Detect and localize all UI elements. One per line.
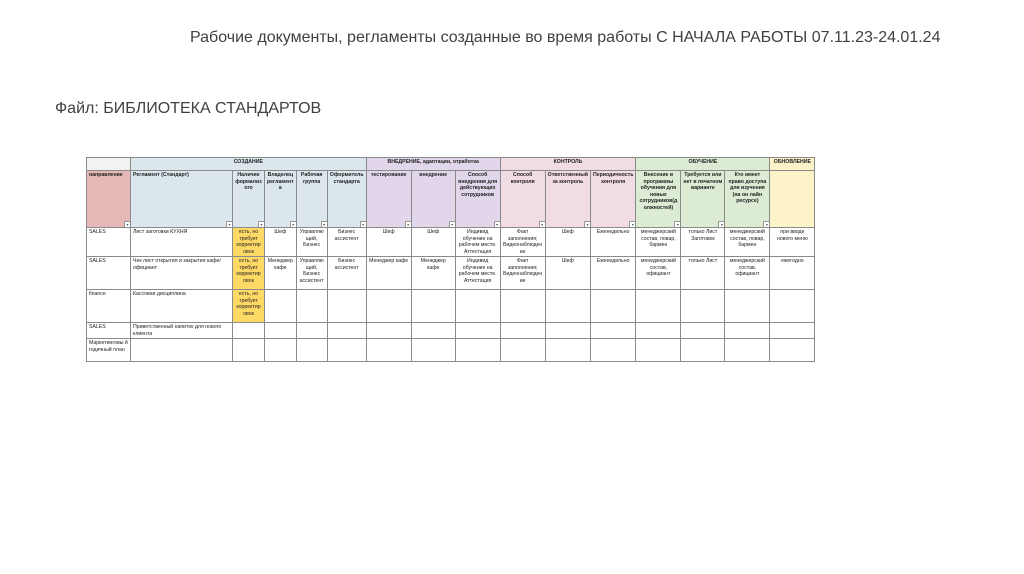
col-header-label: Оформитель стандарта [329, 172, 364, 185]
cell-empty[interactable] [265, 290, 297, 323]
cell-reglament[interactable]: Лист заготовки КУХНЯ [131, 228, 233, 257]
col-header-sposob-kontrolya[interactable] [500, 171, 545, 228]
col-header-kto-imeet[interactable] [725, 171, 770, 228]
cell-empty[interactable] [681, 290, 725, 323]
col-header-label: Внесение в программы обучения для новых сотрудников(д олжностей) [639, 172, 678, 211]
cell-nalichie[interactable]: есть, но требует корректир овок [233, 290, 265, 323]
cell-trebuetsya[interactable]: только Лист [681, 257, 725, 290]
filter-dropdown-icon[interactable]: ▾ [258, 221, 264, 227]
col-header-label: Требуется или нет в печатном варианте [683, 172, 723, 191]
cell-empty[interactable] [500, 339, 545, 362]
cell-empty[interactable] [411, 339, 455, 362]
filter-dropdown-icon[interactable]: ▾ [674, 221, 680, 227]
cell-empty[interactable] [681, 323, 725, 339]
cell-empty[interactable] [636, 323, 681, 339]
cell-sposob-vnedreniya[interactable]: Индивид обучение на рабочем месте. Аттестация [455, 257, 500, 290]
cell-nalichie[interactable]: есть, но требует корректир овок [233, 257, 265, 290]
cell-empty[interactable] [590, 339, 635, 362]
col-header-sposob-vnedreniya[interactable] [455, 171, 500, 228]
cell-testirovanie[interactable]: Шеф [366, 228, 411, 257]
slide-title: Рабочие документы, регламенты созданные во время работы С НАЧАЛА РАБОТЫ 07.11.23-24.01.24 [190, 29, 941, 46]
cell-empty[interactable] [636, 290, 681, 323]
filter-dropdown-icon[interactable]: ▾ [494, 221, 500, 227]
table-row [87, 228, 815, 257]
cell-obnovlenie[interactable]: ежегодно [770, 257, 815, 290]
cell-empty[interactable] [500, 290, 545, 323]
col-header-label: Рабочая группа [300, 172, 323, 185]
cell-empty[interactable] [411, 323, 455, 339]
col-header-label: Ответственный за контроль [547, 172, 588, 185]
cell-reglament[interactable] [131, 339, 233, 362]
filter-dropdown-icon[interactable]: ▾ [539, 221, 545, 227]
cell-napravlenie[interactable]: Маркетинговы й годичный план [87, 339, 131, 362]
cell-periodichnost[interactable]: Еженедельно [590, 257, 635, 290]
cell-empty[interactable] [327, 290, 366, 323]
column-header-row [87, 171, 815, 228]
table-row [87, 323, 815, 339]
cell-reglament[interactable]: Кассовая дисциплина [131, 290, 233, 323]
cell-empty[interactable] [681, 339, 725, 362]
cell-vnedrenie[interactable]: Менеджер кафе [411, 257, 455, 290]
cell-napravlenie[interactable]: finance [87, 290, 131, 323]
cell-empty[interactable] [590, 290, 635, 323]
col-header-label: Владелец регламент а [267, 172, 294, 191]
col-header-label: тестирование [370, 172, 407, 178]
filter-dropdown-icon[interactable]: ▾ [629, 221, 635, 227]
col-header-otvetstvennyi[interactable] [545, 171, 590, 228]
col-header-vnesenie[interactable] [636, 171, 681, 228]
filter-dropdown-icon[interactable]: ▾ [718, 221, 724, 227]
col-header-label: Способ контроля [510, 172, 535, 185]
cell-empty[interactable] [500, 323, 545, 339]
cell-empty[interactable] [725, 339, 770, 362]
cell-empty[interactable] [296, 290, 327, 323]
cell-napravlenie[interactable]: SALES [87, 228, 131, 257]
col-header-label: Периодичность контроля [592, 172, 634, 185]
group-header-obuchenie: ОБУЧЕНИЕ [636, 158, 770, 171]
cell-empty[interactable] [455, 290, 500, 323]
col-header-label: Наличие формализ ого [235, 172, 262, 191]
cell-trebuetsya[interactable]: только Лист Заготовок [681, 228, 725, 257]
cell-empty[interactable] [725, 290, 770, 323]
cell-empty[interactable] [296, 339, 327, 362]
cell-reglament[interactable]: Чек лист открытия и закрытия кафе/ официант [131, 257, 233, 290]
cell-empty[interactable] [327, 339, 366, 362]
cell-vnedrenie[interactable]: Шеф [411, 228, 455, 257]
cell-oformitel[interactable]: Бизнес ассистент [327, 228, 366, 257]
cell-otvetstvennyi[interactable]: Шеф [545, 228, 590, 257]
cell-oformitel[interactable]: Бизнес ассистент [327, 257, 366, 290]
cell-empty[interactable] [233, 323, 265, 339]
cell-empty[interactable] [545, 323, 590, 339]
filter-dropdown-icon[interactable]: ▾ [763, 221, 769, 227]
col-header-obnovlenie[interactable] [770, 171, 815, 228]
cell-empty[interactable] [770, 323, 815, 339]
col-header-reglament[interactable] [131, 171, 233, 228]
cell-empty[interactable] [770, 290, 815, 323]
filter-dropdown-icon[interactable]: ▾ [290, 221, 296, 227]
cell-sposob-kontrolya[interactable]: Факт заполнения; Видеонаблюден ие [500, 257, 545, 290]
cell-empty[interactable] [327, 323, 366, 339]
cell-napravlenie[interactable]: SALES [87, 257, 131, 290]
col-header-vladelets[interactable] [265, 171, 297, 228]
col-header-label: направление [89, 172, 123, 178]
col-header-periodichnost[interactable] [590, 171, 635, 228]
group-header-sozdanie: СОЗДАНИЕ [131, 158, 367, 171]
col-header-trebuetsya[interactable] [681, 171, 725, 228]
filter-dropdown-icon[interactable]: ▾ [405, 221, 411, 227]
cell-empty[interactable] [636, 339, 681, 362]
cell-empty[interactable] [545, 339, 590, 362]
filter-dropdown-icon[interactable]: ▾ [226, 221, 232, 227]
table-row [87, 257, 815, 290]
cell-vnesenie[interactable]: менеджерский состав, повар, бармен [636, 228, 681, 257]
cell-reglament[interactable]: Приветственный напиток для нового клиента [131, 323, 233, 339]
standards-table [86, 157, 815, 362]
cell-rabochaya-gruppa[interactable]: Управляю щий, Бизнес [296, 228, 327, 257]
col-header-vnedrenie[interactable] [411, 171, 455, 228]
cell-kto-imeet[interactable]: менеджерский состав, официант [725, 257, 770, 290]
cell-kto-imeet[interactable]: менеджерский состав, повар, бармен [725, 228, 770, 257]
cell-empty[interactable] [725, 323, 770, 339]
cell-vnesenie[interactable]: менеджерский состав, официант [636, 257, 681, 290]
cell-otvetstvennyi[interactable]: Шеф [545, 257, 590, 290]
cell-empty[interactable] [265, 323, 297, 339]
cell-empty[interactable] [265, 339, 297, 362]
cell-vladelets[interactable]: Шеф [265, 228, 297, 257]
col-header-testirovanie[interactable] [366, 171, 411, 228]
filter-dropdown-icon[interactable]: ▾ [449, 221, 455, 227]
cell-empty[interactable] [296, 323, 327, 339]
group-header-blank [87, 158, 131, 171]
cell-empty[interactable] [411, 290, 455, 323]
cell-napravlenie[interactable]: SALES [87, 323, 131, 339]
filter-dropdown-icon[interactable]: ▾ [584, 221, 590, 227]
cell-rabochaya-gruppa[interactable]: Управляю щий, Бизнес ассистент [296, 257, 327, 290]
file-label: Файл: БИБЛИОТЕКА СТАНДАРТОВ [55, 100, 322, 117]
col-header-label: Кто имеет право доступа для изучения (на он лайн ресурсе) [728, 172, 767, 204]
filter-dropdown-icon[interactable]: ▾ [321, 221, 327, 227]
group-header-kontrol: КОНТРОЛЬ [500, 158, 636, 171]
col-header-nalichie[interactable] [233, 171, 265, 228]
cell-empty[interactable] [590, 323, 635, 339]
cell-nalichie[interactable]: есть, но требует корректир овок [233, 228, 265, 257]
filter-dropdown-icon[interactable]: ▾ [360, 221, 366, 227]
table-row [87, 339, 815, 362]
group-header-row [87, 158, 815, 171]
cell-empty[interactable] [366, 290, 411, 323]
col-header-label: Регламент (Стандарт) [133, 172, 189, 178]
col-header-oformitel[interactable] [327, 171, 366, 228]
cell-vladelets[interactable]: Менеджер кафе [265, 257, 297, 290]
group-header-obnovlenie: ОБНОВЛЕНИЕ [770, 158, 815, 171]
cell-empty[interactable] [770, 339, 815, 362]
col-header-label: Способ внедрения для действующих сотрудников [458, 172, 498, 198]
cell-obnovlenie[interactable]: при вводе нового меню [770, 228, 815, 257]
col-header-napravlenie[interactable] [87, 171, 131, 228]
cell-sposob-kontrolya[interactable]: Факт заполнения; Видеонаблюден ие [500, 228, 545, 257]
cell-testirovanie[interactable]: Менеджер кафе [366, 257, 411, 290]
cell-empty[interactable] [545, 290, 590, 323]
cell-periodichnost[interactable]: Еженедельно [590, 228, 635, 257]
group-header-vnedrenie: ВНЕДРЕНИЕ, адаптации, отработка [366, 158, 500, 171]
cell-empty[interactable] [233, 339, 265, 362]
cell-empty[interactable] [366, 339, 411, 362]
cell-empty[interactable] [455, 339, 500, 362]
filter-dropdown-icon[interactable]: ▾ [124, 221, 130, 227]
cell-empty[interactable] [455, 323, 500, 339]
col-header-rabochaya-gruppa[interactable] [296, 171, 327, 228]
table-row [87, 290, 815, 323]
col-header-label: внедрение [419, 172, 448, 178]
cell-empty[interactable] [366, 323, 411, 339]
cell-sposob-vnedreniya[interactable]: Индивид обучение на рабочем месте. Аттестация [455, 228, 500, 257]
